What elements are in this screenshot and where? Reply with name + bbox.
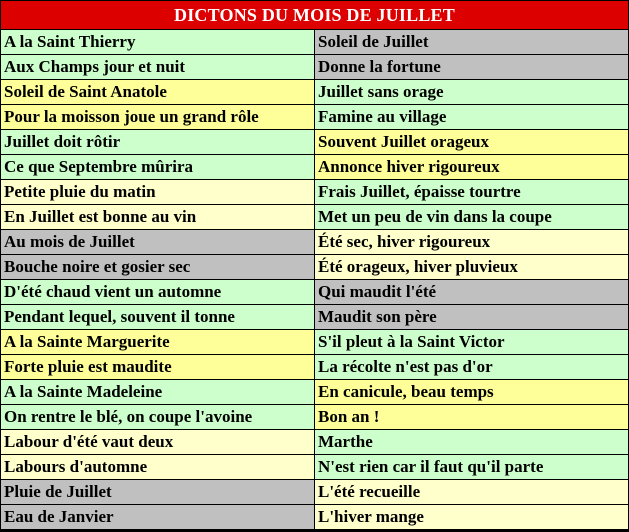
right-proverb-cell: Donne la fortune: [315, 55, 628, 79]
right-proverb-cell: L'été recueille: [315, 480, 628, 504]
right-proverb-cell: S'il pleut à la Saint Victor: [315, 330, 628, 354]
right-proverb-cell: Annonce hiver rigoureux: [315, 155, 628, 179]
right-proverb-cell: La récolte n'est pas d'or: [315, 355, 628, 379]
left-proverb-cell: Juillet doit rôtir: [1, 130, 314, 154]
right-proverb-cell: Met un peu de vin dans la coupe: [315, 205, 628, 229]
left-proverb-cell: Bouche noire et gosier sec: [1, 255, 314, 279]
right-proverb-cell: Frais Juillet, épaisse tourtre: [315, 180, 628, 204]
right-proverb-cell: Bon an !: [315, 405, 628, 429]
right-proverb-cell: Souvent Juillet orageux: [315, 130, 628, 154]
left-proverb-cell: Pluie de Juillet: [1, 480, 314, 504]
left-proverb-cell: A la Saint Thierry: [1, 30, 314, 54]
left-proverb-cell: Labours d'automne: [1, 455, 314, 479]
right-proverb-cell: Juillet sans orage: [315, 80, 628, 104]
left-proverb-cell: Labour d'été vaut deux: [1, 430, 314, 454]
right-proverb-cell: En canicule, beau temps: [315, 380, 628, 404]
left-proverb-cell: Forte pluie est maudite: [1, 355, 314, 379]
left-proverb-cell: Eau de Janvier: [1, 505, 314, 529]
right-proverb-cell: Été sec, hiver rigoureux: [315, 230, 628, 254]
left-proverb-cell: En Juillet est bonne au vin: [1, 205, 314, 229]
left-proverb-cell: On rentre le blé, on coupe l'avoine: [1, 405, 314, 429]
left-proverb-cell: Ce que Septembre mûrira: [1, 155, 314, 179]
left-proverb-cell: Aux Champs jour et nuit: [1, 55, 314, 79]
right-proverb-cell: Qui maudit l'été: [315, 280, 628, 304]
right-proverb-cell: Soleil de Juillet: [315, 30, 628, 54]
right-proverb-cell: Été orageux, hiver pluvieux: [315, 255, 628, 279]
left-proverb-cell: Soleil de Saint Anatole: [1, 80, 314, 104]
left-proverb-cell: Pendant lequel, souvent il tonne: [1, 305, 314, 329]
left-proverb-cell: A la Sainte Marguerite: [1, 330, 314, 354]
right-proverb-cell: N'est rien car il faut qu'il parte: [315, 455, 628, 479]
left-proverb-cell: Petite pluie du matin: [1, 180, 314, 204]
right-proverb-cell: L'hiver mange: [315, 505, 628, 529]
left-proverb-cell: Pour la moisson joue un grand rôle: [1, 105, 314, 129]
table-title: DICTONS DU MOIS DE JUILLET: [1, 1, 628, 29]
right-proverb-cell: Famine au village: [315, 105, 628, 129]
right-proverb-cell: Marthe: [315, 430, 628, 454]
right-proverb-cell: Maudit son père: [315, 305, 628, 329]
left-proverb-cell: Au mois de Juillet: [1, 230, 314, 254]
left-proverb-cell: D'été chaud vient un automne: [1, 280, 314, 304]
left-proverb-cell: A la Sainte Madeleine: [1, 380, 314, 404]
